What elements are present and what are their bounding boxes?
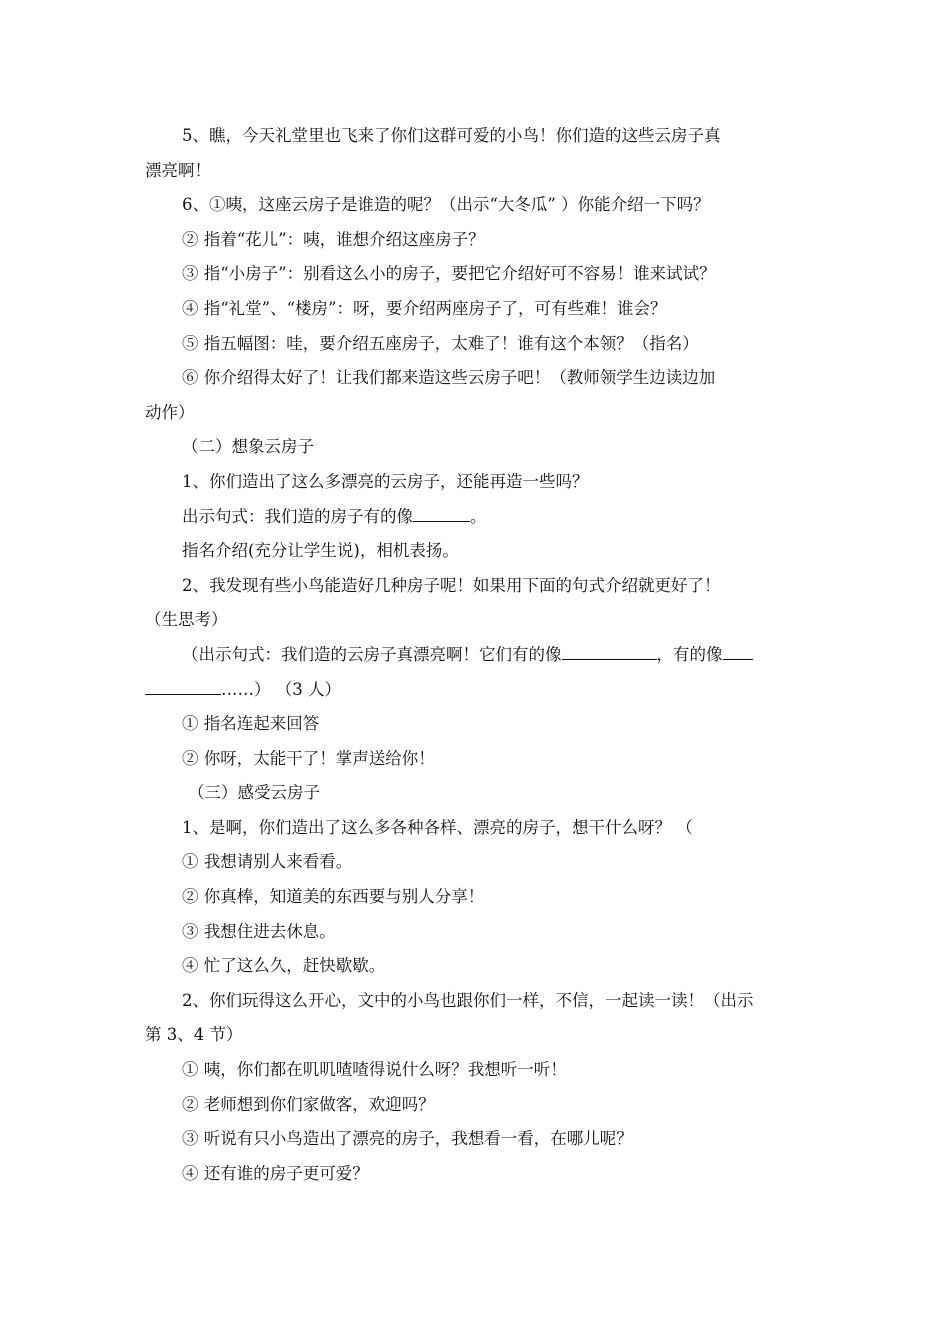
text-line — [145, 880, 810, 915]
text-line — [145, 396, 810, 431]
line-text: 指名介绍(充分让学生说)，相机表扬。 — [182, 541, 459, 561]
text-line — [145, 949, 810, 984]
text-line — [145, 1018, 810, 1053]
line-text-after: 。 — [470, 506, 487, 526]
line-text: ④ 还有谁的房子更可爱？ — [182, 1163, 369, 1183]
text-line — [145, 638, 810, 673]
line-text: 2、你们玩得这么开心，文中的小鸟也跟你们一样，不信，一起读一读！（出示 — [182, 990, 754, 1010]
text-line — [145, 361, 810, 396]
line-text: ① 咦，你们都在叽叽喳喳得说什么呀？我想听一听！ — [182, 1060, 567, 1080]
text-line — [145, 465, 810, 500]
line-text-after: ，有的像 — [656, 644, 723, 664]
text-line — [145, 430, 810, 465]
line-text: （二）想象云房子 — [182, 437, 314, 457]
line-text: ⑥ 你介绍得太好了！让我们都来造这些云房子吧！（教师领学生边读边加 — [182, 368, 716, 388]
text-line — [145, 569, 810, 604]
text-line — [145, 500, 810, 535]
fill-blank — [145, 694, 221, 695]
text-line — [145, 845, 810, 880]
line-text: ② 指着“花儿”：咦，谁想介绍这座房子？ — [182, 229, 485, 249]
line-text: ② 老师想到你们家做客，欢迎吗？ — [182, 1094, 435, 1114]
line-text: ③ 听说有只小鸟造出了漂亮的房子，我想看一看，在哪儿呢？ — [182, 1129, 633, 1149]
text-line — [145, 534, 810, 569]
text-line — [145, 257, 810, 292]
line-text: ① 我想请别人来看看。 — [182, 852, 353, 872]
line-text: ④ 指“礼堂”、“楼房”：呀，要介绍两座房子了，可有些难！谁会？ — [182, 298, 667, 318]
line-text: ⑤ 指五幅图：哇，要介绍五座房子，太难了！谁有这个本领？（指名） — [182, 333, 699, 353]
line-text: ③ 指“小房子”：别看这么小的房子，要把它介绍好可不容易！谁来试试？ — [182, 264, 716, 284]
text-line — [145, 776, 810, 811]
text-line — [145, 1088, 810, 1123]
text-line — [145, 707, 810, 742]
line-text-after: ……） （3 人） — [221, 679, 341, 699]
line-text: 6、①咦，这座云房子是谁造的呢？（出示“大冬瓜” ）你能介绍一下吗？ — [182, 195, 710, 215]
line-text: 2、我发现有些小鸟能造好几种房子呢！如果用下面的句式介绍就更好了！ — [182, 575, 721, 595]
line-text: ① 指名连起来回答 — [182, 714, 320, 734]
text-line — [145, 1053, 810, 1088]
line-text: 1、是啊，你们造出了这么多各种各样、漂亮的房子，想干什么呀？ （ — [182, 817, 693, 837]
text-line — [145, 915, 810, 950]
text-line — [145, 119, 810, 154]
text-line — [145, 742, 810, 777]
text-line — [145, 1122, 810, 1157]
text-line — [145, 811, 810, 846]
text-line — [145, 292, 810, 327]
text-line — [145, 188, 810, 223]
line-text: 漂亮啊！ — [145, 160, 211, 180]
fill-blank — [413, 521, 470, 522]
line-text: 5、瞧，今天礼堂里也飞来了你们这群可爱的小鸟！你们造的这些云房子真 — [182, 126, 721, 145]
text-line — [145, 327, 810, 362]
line-text: 出示句式：我们造的房子有的像 — [182, 506, 413, 526]
line-text: 1、你们造出了这么多漂亮的云房子，还能再造一些吗？ — [182, 471, 589, 491]
line-text: ② 你呀，太能干了！掌声送给你！ — [182, 748, 435, 768]
document-page — [145, 119, 810, 1191]
line-text: 第 3、4 节） — [145, 1025, 243, 1045]
line-text: ③ 我想住进去休息。 — [182, 921, 336, 941]
text-line — [145, 1157, 810, 1192]
text-line — [145, 673, 810, 708]
text-line — [145, 984, 810, 1019]
text-line — [145, 154, 810, 189]
line-text: （三）感受云房子 — [188, 783, 320, 803]
line-text: ② 你真棒，知道美的东西要与别人分享！ — [182, 887, 485, 907]
fill-blank — [723, 659, 753, 660]
line-text: 动作） — [145, 402, 195, 422]
text-line — [145, 603, 810, 638]
fill-blank — [562, 659, 657, 660]
line-text: （生思考） — [145, 610, 228, 630]
line-text: ④ 忙了这么久，赶快歇歇。 — [182, 956, 386, 976]
line-text: （出示句式：我们造的云房子真漂亮啊！它们有的像 — [182, 644, 562, 664]
text-line — [145, 223, 810, 258]
